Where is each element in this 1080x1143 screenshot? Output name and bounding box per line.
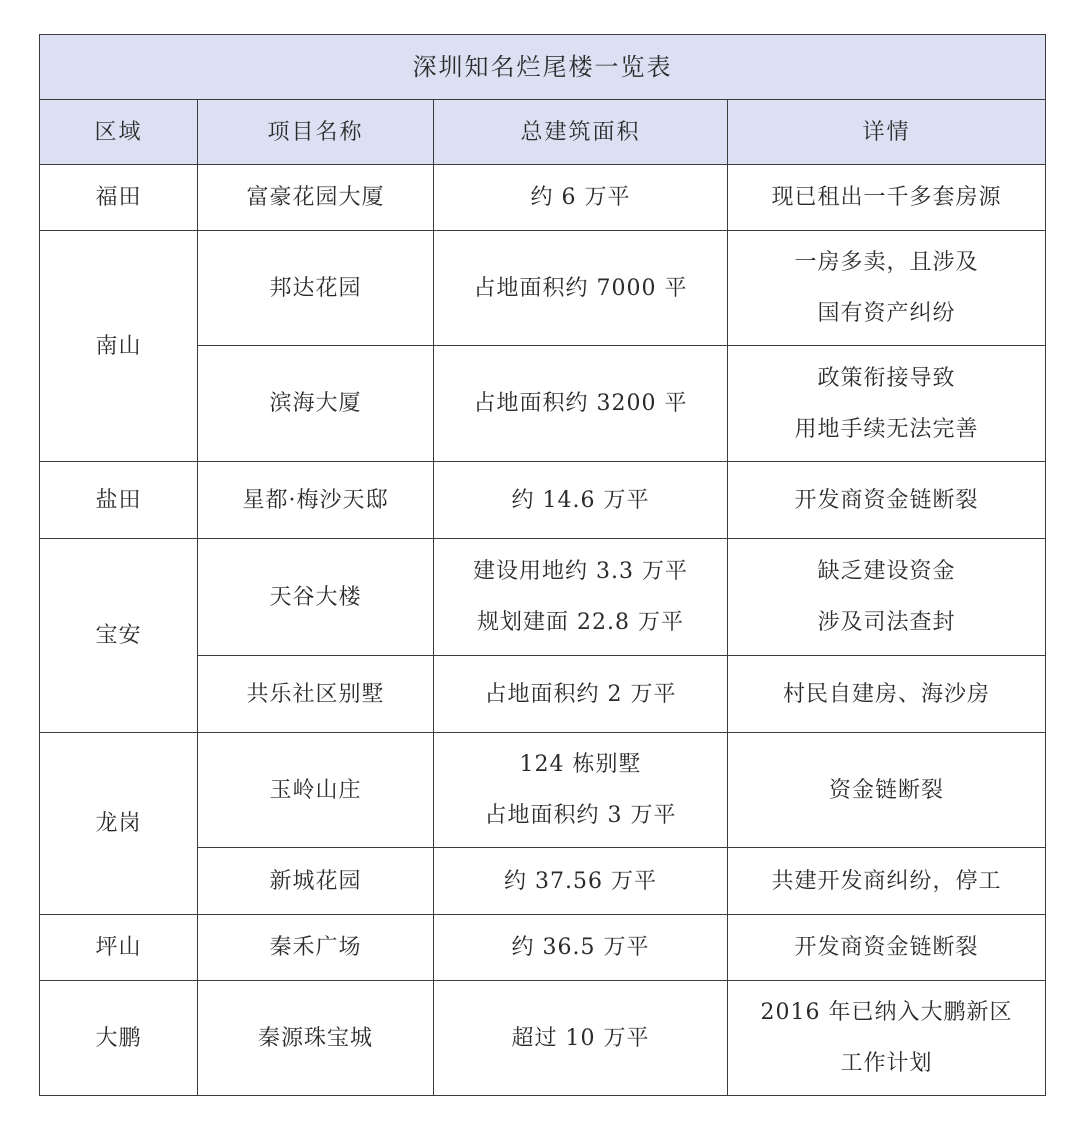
rotten-buildings-table	[39, 34, 1046, 1096]
cell-region: 盐田	[40, 462, 198, 539]
table-title-row	[40, 35, 1046, 100]
cell-area: 占地面积约 7000 平	[434, 231, 728, 346]
cell-details	[728, 981, 1046, 1096]
cell-area: 约 14.6 万平	[434, 462, 728, 539]
cell-details: 现已租出一千多套房源	[728, 165, 1046, 231]
cell-project: 共乐社区别墅	[198, 656, 434, 733]
cell-project: 玉岭山庄	[198, 733, 434, 848]
details-line: 涉及司法查封	[817, 610, 956, 635]
table-row	[40, 539, 1046, 656]
table-header-row	[40, 100, 1046, 165]
cell-area: 超过 10 万平	[434, 981, 728, 1096]
cell-region: 龙岗	[40, 733, 198, 915]
details-line: 缺乏建设资金	[817, 559, 956, 584]
table-row	[40, 165, 1046, 231]
cell-project: 天谷大楼	[198, 539, 434, 656]
cell-details: 资金链断裂	[728, 733, 1046, 848]
table-row	[40, 733, 1046, 848]
cell-area: 约 6 万平	[434, 165, 728, 231]
header-area: 总建筑面积	[434, 100, 728, 165]
header-project: 项目名称	[198, 100, 434, 165]
cell-project: 秦源珠宝城	[198, 981, 434, 1096]
details-line: 政策衔接导致	[817, 365, 956, 391]
cell-details	[728, 231, 1046, 346]
area-line: 占地面积约 3 万平	[484, 803, 677, 828]
cell-region: 宝安	[40, 539, 198, 733]
cell-area: 占地面积约 2 万平	[434, 656, 728, 733]
header-region: 区域	[40, 100, 198, 165]
details-line: 国有资产纠纷	[817, 301, 956, 326]
table-row	[40, 231, 1046, 346]
area-line: 124 栋别墅	[519, 752, 642, 777]
cell-area: 约 36.5 万平	[434, 915, 728, 981]
cell-project: 邦达花园	[198, 231, 434, 346]
cell-details	[728, 346, 1046, 462]
cell-details: 开发商资金链断裂	[728, 915, 1046, 981]
table-row	[40, 915, 1046, 981]
cell-details: 开发商资金链断裂	[728, 462, 1046, 539]
details-line: 一房多卖，且涉及	[794, 250, 979, 275]
header-details: 详情	[728, 100, 1046, 165]
cell-region: 南山	[40, 231, 198, 462]
cell-area	[434, 733, 728, 848]
details-line: 2016 年已纳入大鹏新区	[760, 1000, 1013, 1025]
table-row	[40, 462, 1046, 539]
cell-project: 富豪花园大厦	[198, 165, 434, 231]
details-line: 工作计划	[840, 1051, 933, 1076]
details-line: 用地手续无法完善	[794, 416, 979, 442]
area-line: 规划建面 22.8 万平	[477, 610, 684, 635]
table-row	[40, 981, 1046, 1096]
cell-area	[434, 539, 728, 656]
area-line: 建设用地约 3.3 万平	[473, 559, 688, 584]
cell-region: 坪山	[40, 915, 198, 981]
cell-project: 滨海大厦	[198, 346, 434, 462]
cell-project: 秦禾广场	[198, 915, 434, 981]
cell-details	[728, 539, 1046, 656]
table-title: 深圳知名烂尾楼一览表	[40, 35, 1046, 100]
cell-region: 福田	[40, 165, 198, 231]
cell-area: 占地面积约 3200 平	[434, 346, 728, 462]
cell-project: 新城花园	[198, 848, 434, 915]
cell-project: 星都·梅沙天邸	[198, 462, 434, 539]
cell-region: 大鹏	[40, 981, 198, 1096]
cell-details: 共建开发商纠纷，停工	[728, 848, 1046, 915]
cell-details: 村民自建房、海沙房	[728, 656, 1046, 733]
cell-area: 约 37.56 万平	[434, 848, 728, 915]
